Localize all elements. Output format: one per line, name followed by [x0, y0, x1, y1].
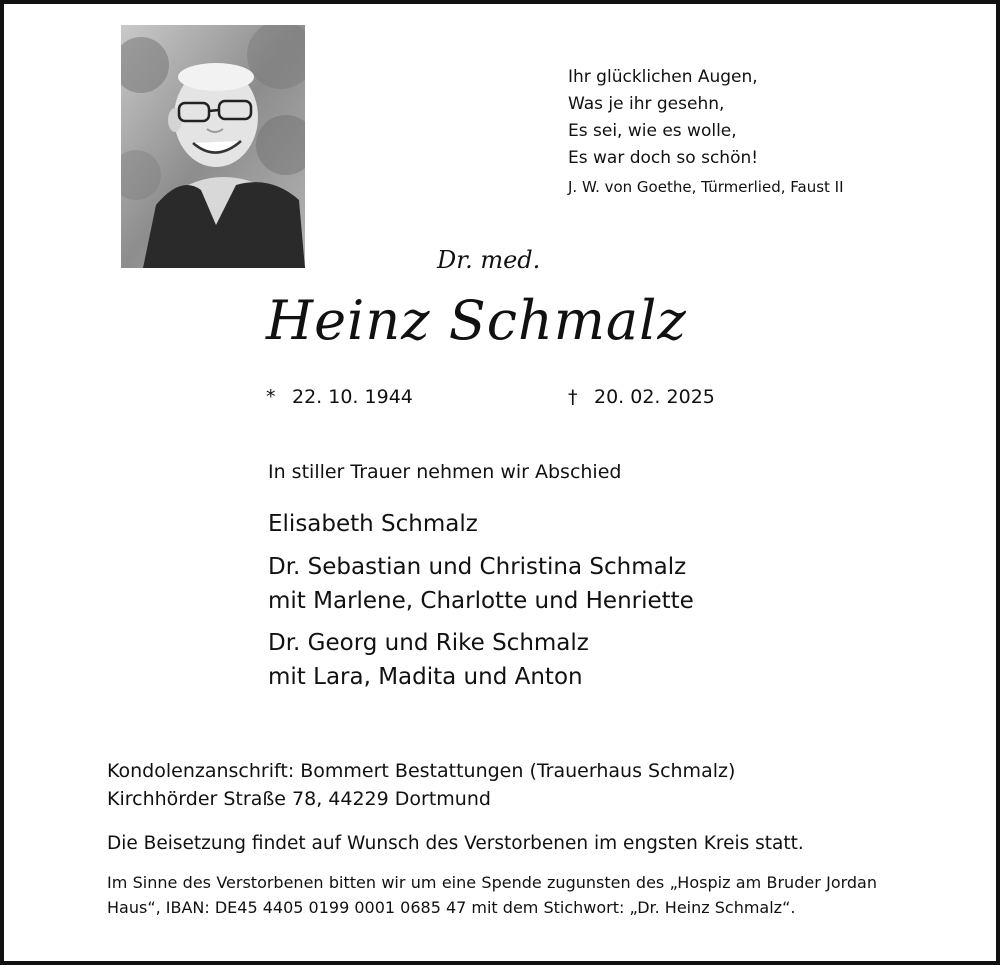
birth-date: 22. 10. 1944: [292, 386, 413, 408]
mourner-line: mit Lara, Madita und Anton: [268, 664, 583, 690]
mourning-intro: In stiller Trauer nehmen wir Abschied: [268, 461, 622, 483]
death-symbol: †: [568, 386, 578, 408]
death-date: 20. 02. 2025: [594, 386, 715, 408]
birth-symbol: *: [266, 386, 276, 408]
mourner-line: Dr. Sebastian und Christina Schmalz: [268, 554, 687, 580]
academic-title: Dr. med.: [437, 246, 541, 274]
portrait-photo: [121, 25, 305, 268]
funeral-note: Die Beisetzung findet auf Wunsch des Verstorbenen im engsten Kreis statt.: [107, 833, 804, 854]
quote-line: Was je ihr gesehn,: [568, 94, 725, 114]
condolence-address-line2: Kirchhörder Straße 78, 44229 Dortmund: [107, 788, 491, 810]
quote-line: Es sei, wie es wolle,: [568, 121, 737, 141]
quote-line: Ihr glücklichen Augen,: [568, 67, 758, 87]
mourner-line: mit Marlene, Charlotte und Henriette: [268, 588, 694, 614]
donation-note: Im Sinne des Verstorbenen bitten wir um eine Spende zugunsten des „Hospiz am Bruder Jordan Haus“, IBAN: DE45 4405 0199 0001 0685 47 mit dem Stichwort: „Dr. Heinz Schmalz“.: [107, 873, 877, 917]
quote-source: J. W. von Goethe, Türmerlied, Faust II: [568, 178, 844, 196]
mourner-line: Elisabeth Schmalz: [268, 511, 478, 537]
deceased-name: Heinz Schmalz: [266, 289, 687, 352]
quote-line: Es war doch so schön!: [568, 148, 759, 168]
condolence-address-line1: Kondolenzanschrift: Bommert Bestattungen (Trauerhaus Schmalz): [107, 760, 736, 782]
mourner-line: Dr. Georg und Rike Schmalz: [268, 630, 589, 656]
quote-poem: [568, 64, 758, 172]
